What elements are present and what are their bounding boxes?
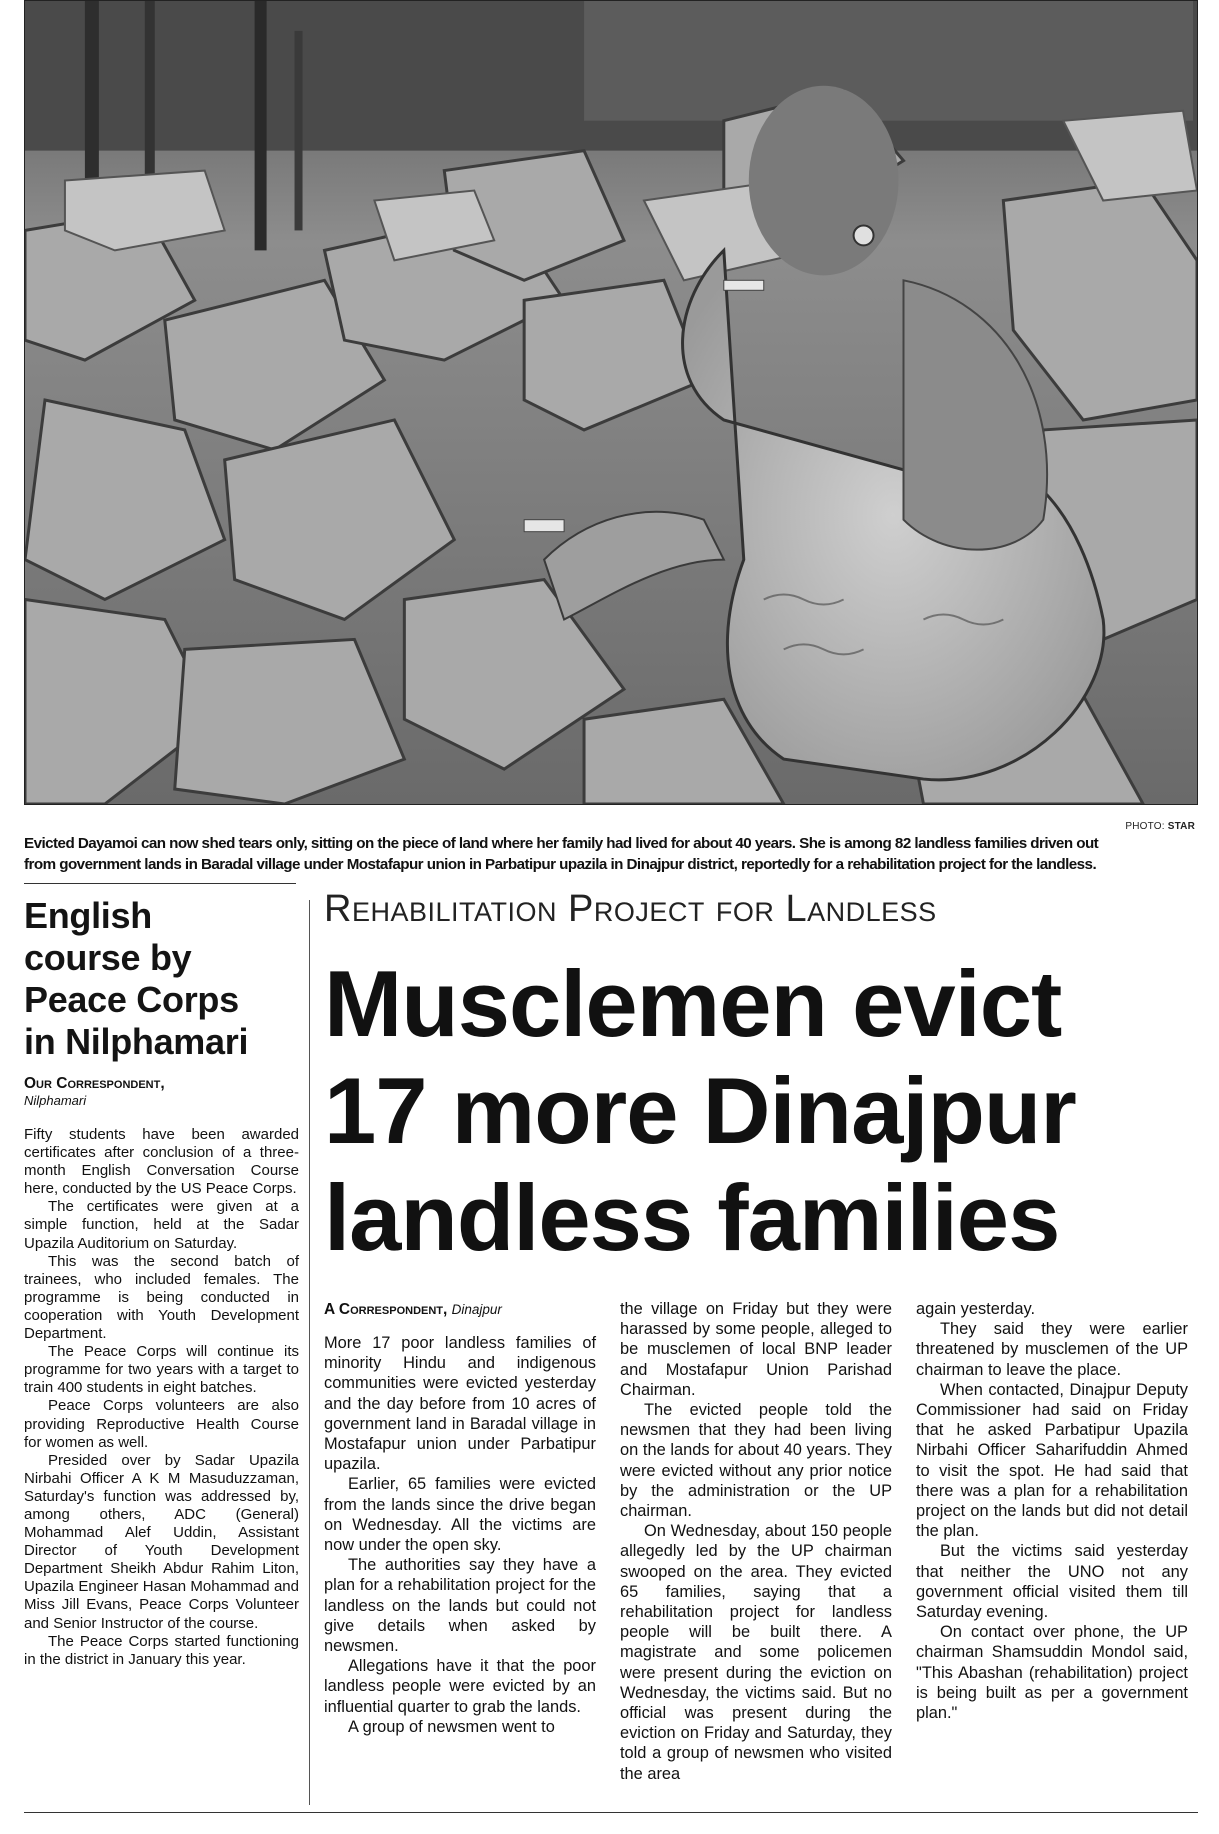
paragraph: A group of newsmen went to xyxy=(348,1717,555,1736)
paragraph: The Peace Corps will continue its programme for two years with a target to train 400 students in eight batches. xyxy=(24,1343,299,1397)
paragraph: But the victims said yesterday that neither the UNO not any government official visited them till Saturday evening. xyxy=(916,1542,1188,1622)
main-column-2 xyxy=(620,1299,892,1784)
column-rule xyxy=(309,900,310,1805)
side-story-dateline: Nilphamari xyxy=(24,1093,87,1108)
paragraph: Allegations have it that the poor landless people were evicted by an influential quarter to grab the lands. xyxy=(324,1657,596,1716)
paragraph: the village on Friday but they were harassed by some people, alleged to be musclemen of local BNP leader and Mostafapur Union Parishad Chairman. xyxy=(620,1300,892,1399)
paragraph: More 17 poor landless families of minority Hindu and indigenous communities were evicted yesterday and the day before from 10 acres of government land in Baradal village in Mostafapur union under Parbatipur upazila. xyxy=(324,1334,596,1474)
paragraph: Fifty students have been awarded certificates after conclusion of a three-month English Conversation Course here, conducted by the US Peace Corps. xyxy=(24,1126,299,1198)
side-story-byline: Our Correspondent, xyxy=(24,1075,165,1092)
photo-icon xyxy=(25,1,1197,804)
bottom-divider xyxy=(24,1812,1198,1813)
paragraph: The certificates were given at a simple function, held at the Sadar Upazila Auditorium on Saturday. xyxy=(24,1198,299,1252)
photo-caption xyxy=(24,833,1198,875)
paragraph: The authorities say they have a plan for a rehabilitation project for the landless on the lands but could not give details when asked by newsmen. xyxy=(324,1556,596,1656)
paragraph: Presided over by Sadar Upazila Nirbahi Officer A K M Masuduzzaman, Saturday's function was addressed by, among others, ADC (General) Mohammad Alef Uddin, Assistant Director of Youth Development Department Sheikh Abdur Rahim Liton, Upazila Engineer Hasan Mohammad and Miss Jill Evans, Peace Corps Volunteer and Senior Instructor of the course. xyxy=(24,1451,299,1632)
paragraph: This was the second batch of trainees, who included females. The programme is being conducted in cooperation with Youth Development Department. xyxy=(24,1252,299,1343)
main-byline: A Correspondent, Dinajpur xyxy=(324,1301,502,1318)
photo-credit: PHOTO: STAR xyxy=(1125,821,1195,832)
side-story-headline: English course by Peace Corps in Nilphamari xyxy=(24,895,249,1062)
caption-line: from government lands in Baradal village under Mostafapur union in Parbatipur upazila in Dinajpur district, reportedly for a rehabilitation project for the landless. xyxy=(24,856,1097,873)
caption-line: Evicted Dayamoi can now shed tears only, sitting on the piece of land where her family had lived for about 40 years. She is among 82 landless families driven out xyxy=(24,835,1099,852)
main-headline: Musclemen evict 17 more Dinajpur landless families xyxy=(324,951,1076,1270)
divider xyxy=(24,883,296,884)
paragraph: On contact over phone, the UP chairman Shamsuddin Mondol said, "This Abashan (rehabilitation) project is being built as per a government plan." xyxy=(916,1623,1188,1723)
paragraph: The evicted people told the newsmen that they had been living on the lands for about 40 years. They were evicted without any prior notice by the administration or the UP chairman. xyxy=(620,1401,892,1521)
paragraph: On Wednesday, about 150 people allegedly led by the UP chairman swooped on the area. They evicted 65 families, saying that a rehabilitation project for landless people will be built there. A magistrate and some policemen were present during the eviction on Wednesday, the victims said. But no official was present during the eviction on Friday and Saturday, they told a group of newsmen who visited the area xyxy=(620,1522,892,1783)
story-kicker: Rehabilitation Project for Landless xyxy=(324,888,937,930)
paragraph: Peace Corps volunteers are also providing Reproductive Health Course for women as well. xyxy=(24,1397,299,1451)
side-story-body xyxy=(24,1126,299,1669)
side-story xyxy=(24,895,299,1669)
paragraph: They said they were earlier threatened by musclemen of the UP chairman to leave the place. xyxy=(916,1320,1188,1379)
paragraph: again yesterday. xyxy=(916,1300,1036,1318)
paragraph: When contacted, Dinajpur Deputy Commissioner had said on Friday that he asked Parbatipur Upazila Nirbahi Officer Saharifuddin Ahmed to visit the spot. He had said that there was a plan for a rehabilitation project on the lands but did not detail the plan. xyxy=(916,1380,1188,1541)
paragraph: Earlier, 65 families were evicted from the lands since the drive began on Wednesday. All the victims are now under the open sky. xyxy=(324,1475,596,1555)
main-column-1 xyxy=(324,1333,596,1737)
paragraph: The Peace Corps started functioning in the district in January this year. xyxy=(24,1632,299,1668)
main-column-3 xyxy=(916,1299,1188,1723)
news-photo xyxy=(24,0,1198,805)
